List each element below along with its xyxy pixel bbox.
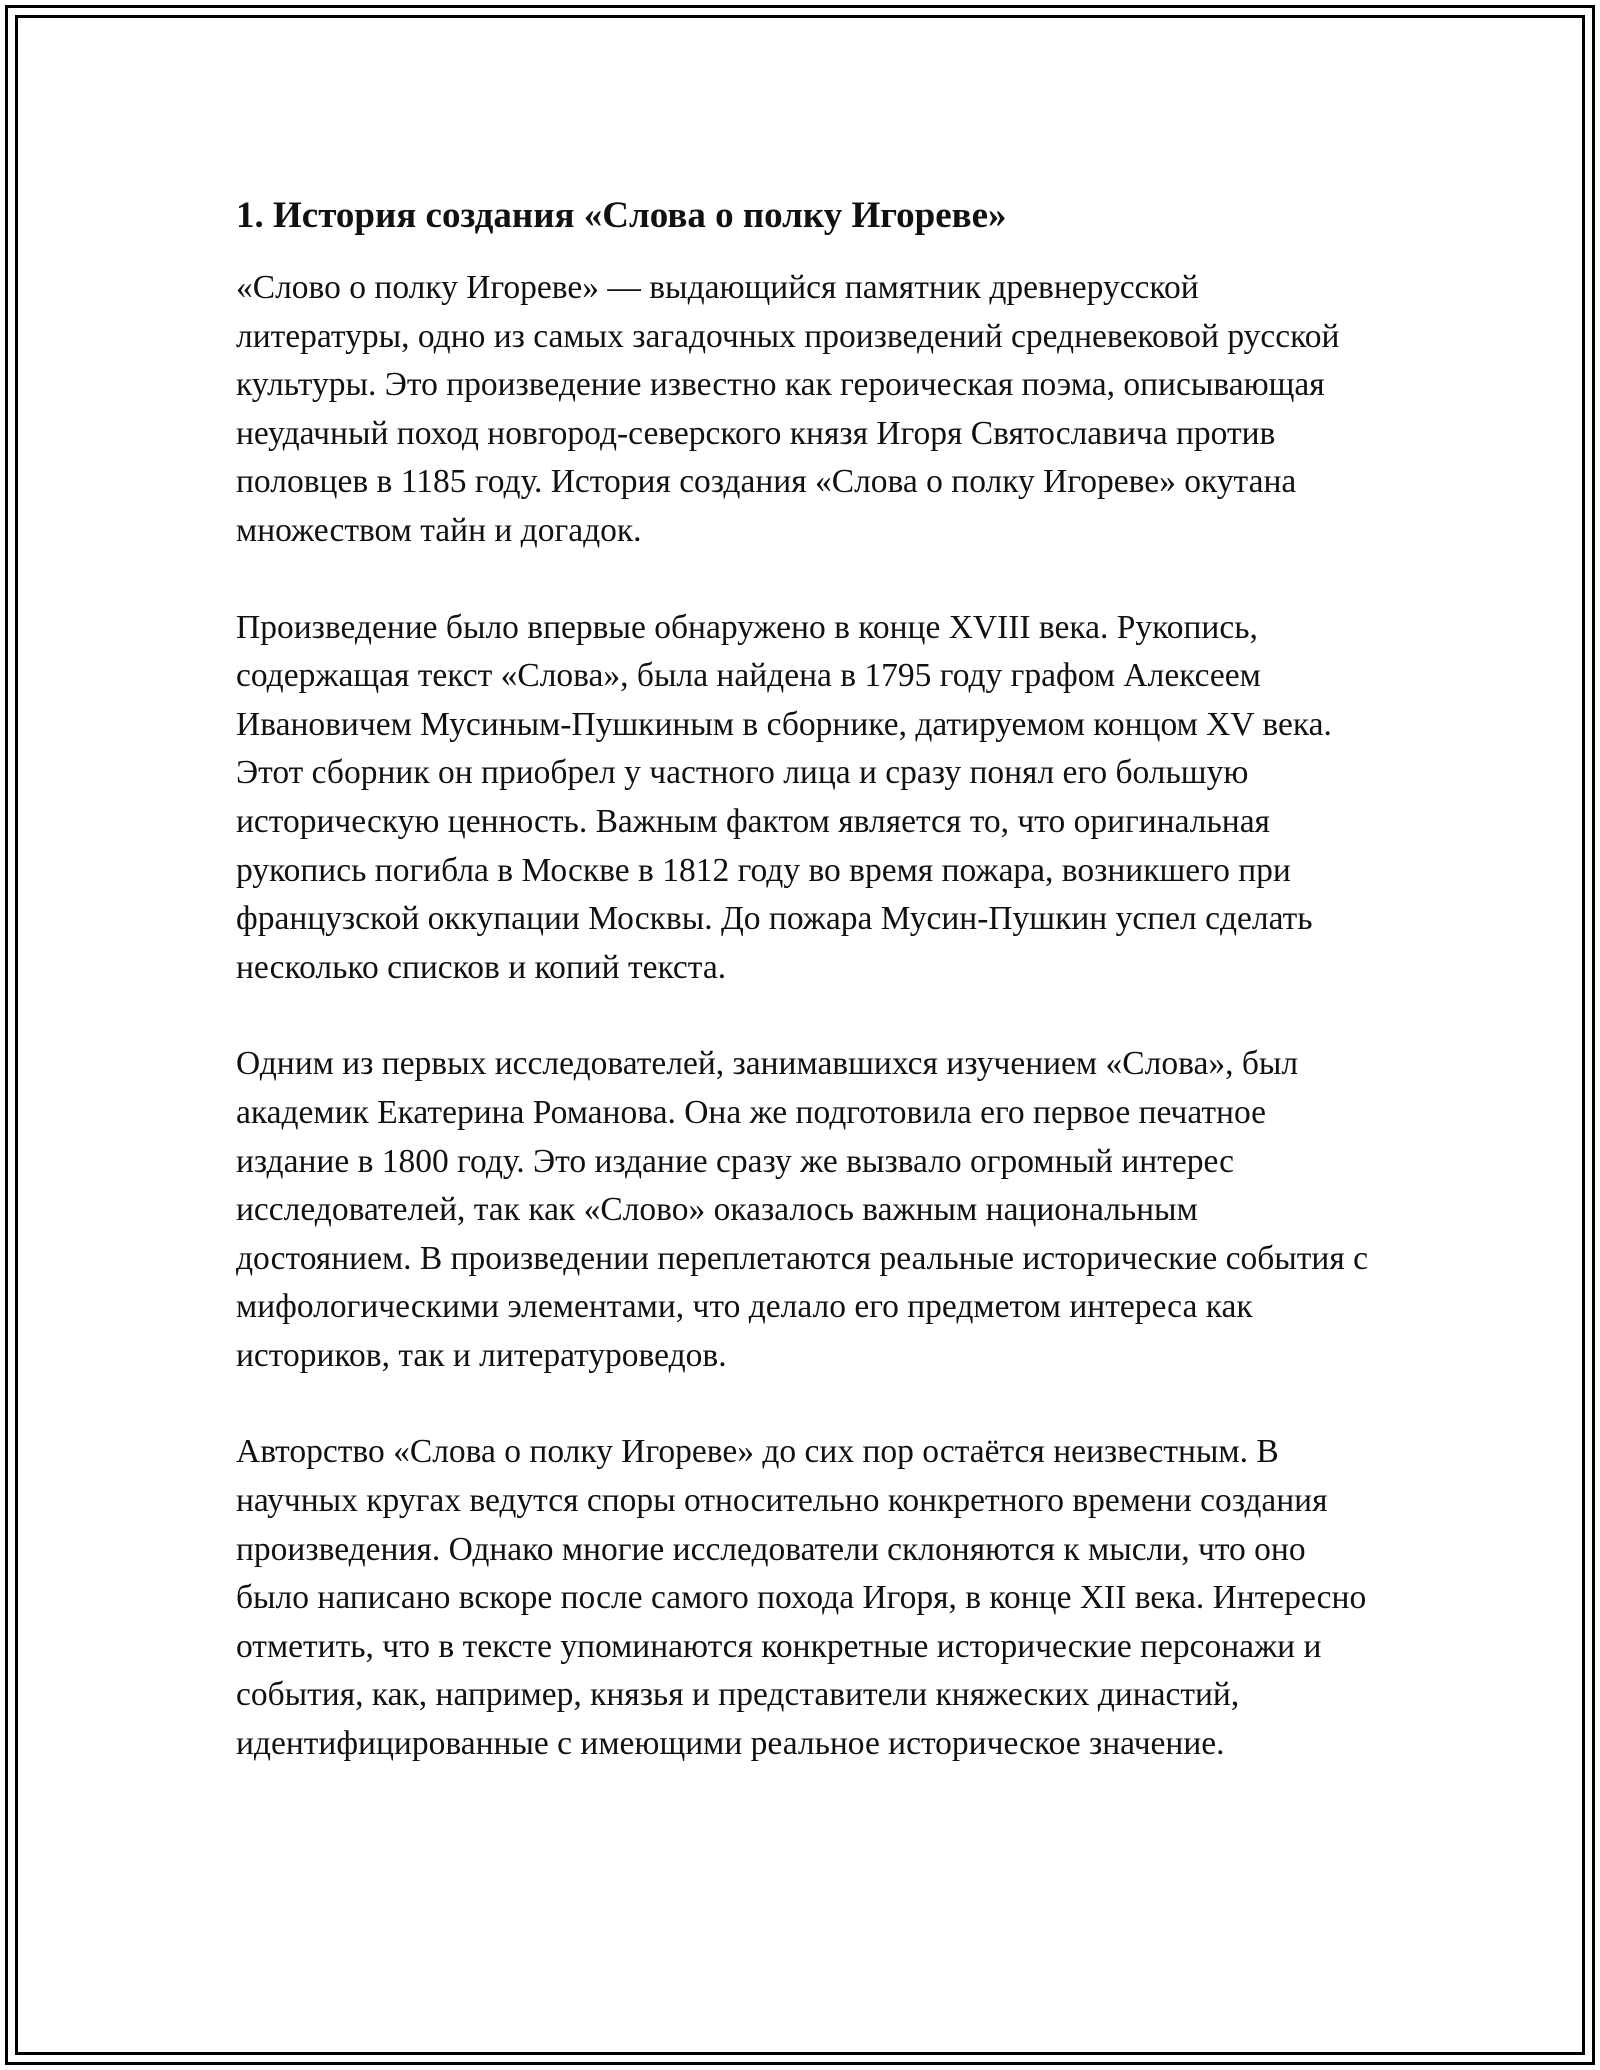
paragraph-4: Авторство «Слова о полку Игореве» до сих пор остаётся неизвестным. В научных кругах ведутся споры относительно конкретного времени создания произведения. Однако многие исследователи склоняются к мысли, что оно было написано вскоре после самого похода Игоря, в конце XII века. Интересно отметить, что в тексте упоминаются конкретные исторические персонажи и события, как, например, князья и представители княжеских династий, идентифицированные с имеющими реальное историческое значение. — [236, 1433, 1367, 1763]
document-body — [236, 188, 1376, 1769]
paragraph-2: Произведение было впервые обнаружено в конце XVIII века. Рукопись, содержащая текст «Слова», была найдена в 1795 году графом Алексеем Ивановичем Мусиным-Пушкиным в сборнике, датируемом концом XV века. Этот сборник он приобрел у частного лица и сразу понял его большую историческую ценность. Важным фактом является то, что оригинальная рукопись погибла в Москве в 1812 году во время пожара, возникшего при французской оккупации Москвы. До пожара Мусин-Пушкин успел сделать несколько списков и копий текста. — [236, 608, 1332, 986]
paragraph-1: «Слово о полку Игореве» — выдающийся памятник древнерусской литературы, одно из самых загадочных произведений средневековой русской культуры. Это произведение известно как героическая поэма, описывающая неудачный поход новгород-северского князя Игоря Святославича против половцев в 1185 году. История создания «Слова о полку Игореве» окутана множеством тайн и догадок. — [236, 269, 1340, 549]
paragraph-3: Одним из первых исследователей, занимавшихся изучением «Слова», был академик Екатерина Романова. Она же подготовила его первое печатное издание в 1800 году. Это издание сразу же вызвало огромный интерес исследователей, так как «Слово» оказалось важным национальным достоянием. В произведении переплетаются реальные исторические события с мифологическими элементами, что делало его предметом интереса как историков, так и литературоведов. — [236, 1045, 1368, 1374]
section-heading: 1. История создания «Слова о полку Игореве» — [236, 195, 1007, 236]
